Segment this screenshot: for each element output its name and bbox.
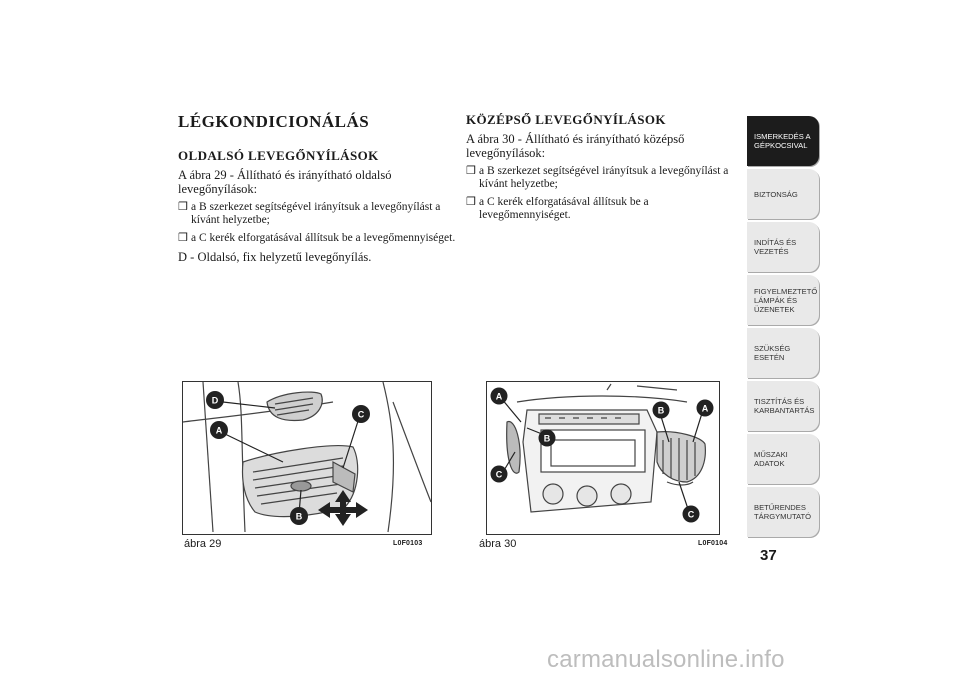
side-vents-note: D - Oldalsó, fix helyzetű levegőnyílás.: [178, 250, 372, 264]
svg-text:C: C: [687, 509, 695, 520]
figure-30-center-vents: [486, 381, 720, 535]
svg-text:A: A: [215, 425, 223, 436]
center-vents-heading: KÖZÉPSŐ LEVEGŐNYÍLÁSOK: [466, 112, 666, 127]
side-vents-bullet-1: ❒ a B szerkezet segítségével irányítsuk a levegőnyílást a kívánt helyzetbe;: [178, 201, 441, 226]
tab-inditas[interactable]: INDÍTÁS ÉS VEZETÉS: [747, 222, 819, 272]
page-number: 37: [760, 547, 777, 564]
side-vents-bullet-2: ❒ a C kerék elforgatásával állítsuk be a levegőmennyiséget.: [178, 232, 456, 244]
figure-29-caption: ábra 29: [184, 538, 222, 550]
side-vent-illustration: [183, 382, 431, 534]
left-column: [178, 112, 460, 269]
bullet-box-icon: ❒: [466, 165, 476, 177]
tab-tisztitas[interactable]: TISZTÍTÁS ÉS KARBANTARTÁS: [747, 381, 819, 431]
figure-29-side-vent: [182, 381, 432, 535]
bullet-box-icon: ❒: [466, 196, 476, 208]
svg-text:A: A: [701, 403, 709, 414]
tab-biztonsag[interactable]: BIZTONSÁG: [747, 169, 819, 219]
bullet-box-icon: ❒: [178, 201, 188, 213]
tab-szukseg[interactable]: SZÜKSÉG ESETÉN: [747, 328, 819, 378]
svg-text:A: A: [495, 391, 503, 402]
center-vents-bullet-1: ❒ a B szerkezet segítségével irányítsuk a levegőnyílást a kívánt helyzetbe;: [466, 165, 729, 190]
center-vents-bullet-2: ❒ a C kerék elforgatásával állítsuk be a levegőmennyiséget.: [466, 196, 649, 221]
chapter-tabs: [747, 116, 819, 540]
svg-text:C: C: [357, 409, 365, 420]
svg-text:C: C: [495, 469, 503, 480]
svg-text:B: B: [295, 511, 303, 522]
svg-text:B: B: [657, 405, 665, 416]
svg-text:D: D: [211, 395, 219, 406]
center-vents-intro: A ábra 30 - Állítható és irányítható középső levegőnyílások:: [466, 132, 685, 160]
figure-30-code: L0F0104: [698, 540, 728, 547]
svg-text:B: B: [543, 433, 551, 444]
side-vents-heading: OLDALSÓ LEVEGŐNYÍLÁSOK: [178, 148, 379, 163]
center-vents-illustration: [487, 382, 719, 534]
side-vents-intro: A ábra 29 - Állítható és irányítható oldalsó levegőnyílások:: [178, 168, 392, 196]
tab-betu[interactable]: BETŰRENDES TÁRGYMUTATÓ: [747, 487, 819, 537]
tab-ismerkedes[interactable]: ISMERKEDÉS A GÉPKOCSIVAL: [747, 116, 819, 166]
tab-muszaki[interactable]: MŰSZAKI ADATOK: [747, 434, 819, 484]
bullet-box-icon: ❒: [178, 232, 188, 244]
tab-figyelmezteto[interactable]: FIGYELMEZTETŐ LÁMPÁK ÉS ÜZENETEK: [747, 275, 819, 325]
section-title: LÉGKONDICIONÁLÁS: [178, 112, 370, 131]
figure-30-caption: ábra 30: [479, 538, 517, 550]
right-column: [466, 112, 738, 227]
figure-29-code: L0F0103: [393, 540, 423, 547]
watermark: carmanualsonline.info: [547, 646, 785, 673]
